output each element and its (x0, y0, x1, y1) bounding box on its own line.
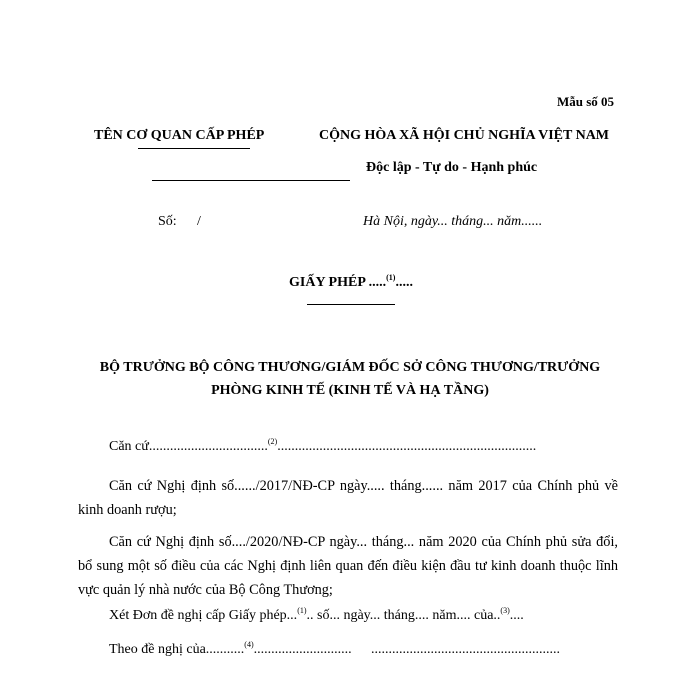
permit-title-text: GIẤY PHÉP ..... (289, 275, 387, 290)
permit-title (289, 275, 413, 291)
consider-text-2: .. số... ngày... tháng.... năm.... của.. (306, 608, 501, 623)
permit-title-tail: ..... (395, 275, 413, 290)
basis-2 (78, 474, 618, 522)
basis-3 (78, 530, 618, 602)
footnote-ref-1b: (1) (297, 606, 307, 615)
basis-2-text: Căn cứ Nghị định số....../2017/NĐ-CP ngày..... tháng...... năm 2017 của Chính phủ về kinh doanh rượu; (78, 478, 618, 518)
proposal-line (109, 642, 352, 658)
proposal-dots-2: ...................................................... (371, 642, 560, 657)
motto-underline (152, 180, 350, 181)
footnote-ref-2: (2) (267, 437, 278, 446)
form-number: Mẫu số 05 (557, 94, 615, 109)
proposal-text: Theo đề nghị của........... (109, 642, 245, 657)
basis-1-dots: .......................................................................... (277, 439, 537, 454)
basis-3-text: Căn cứ Nghị định số..../2020/NĐ-CP ngày... tháng... năm 2020 của Chính phủ sửa đổi, bổ sung một số điều của các Nghị định liên quan đến điều kiện đầu tư kinh doanh thuộc lĩnh vực quản lý nhà nước của Bộ Công Thương; (78, 534, 618, 598)
place-date: Hà Nội, ngày... tháng... năm...... (363, 214, 543, 229)
motto: Độc lập - Tự do - Hạnh phúc (366, 160, 538, 175)
basis-1-text: Căn cứ.................................. (109, 439, 268, 454)
country-name: CỘNG HÒA XÃ HỘI CHỦ NGHĨA VIỆT NAM (319, 128, 610, 143)
footnote-ref-4: (4) (244, 640, 254, 649)
agency-underline (138, 148, 250, 149)
authority-line-2: PHÒNG KINH TẾ (KINH TẾ VÀ HẠ TẦNG) (211, 383, 489, 398)
number-slash: / (197, 214, 201, 229)
footnote-ref-1: (1) (386, 273, 396, 282)
proposal-dots: ............................ (253, 642, 352, 657)
footnote-ref-3: (3) (500, 606, 510, 615)
consider-text: Xét Đơn đề nghị cấp Giấy phép... (109, 608, 298, 623)
consider-line (109, 608, 524, 624)
basis-1 (109, 439, 536, 455)
agency-name: TÊN CƠ QUAN CẤP PHÉP (94, 128, 265, 143)
authority-line-1: BỘ TRƯỞNG BỘ CÔNG THƯƠNG/GIÁM ĐỐC SỞ CÔNG THƯƠNG/TRƯỞNG (99, 360, 601, 375)
title-underline (307, 304, 395, 305)
number-label: Số: (158, 214, 177, 229)
consider-text-3: .... (509, 608, 524, 623)
